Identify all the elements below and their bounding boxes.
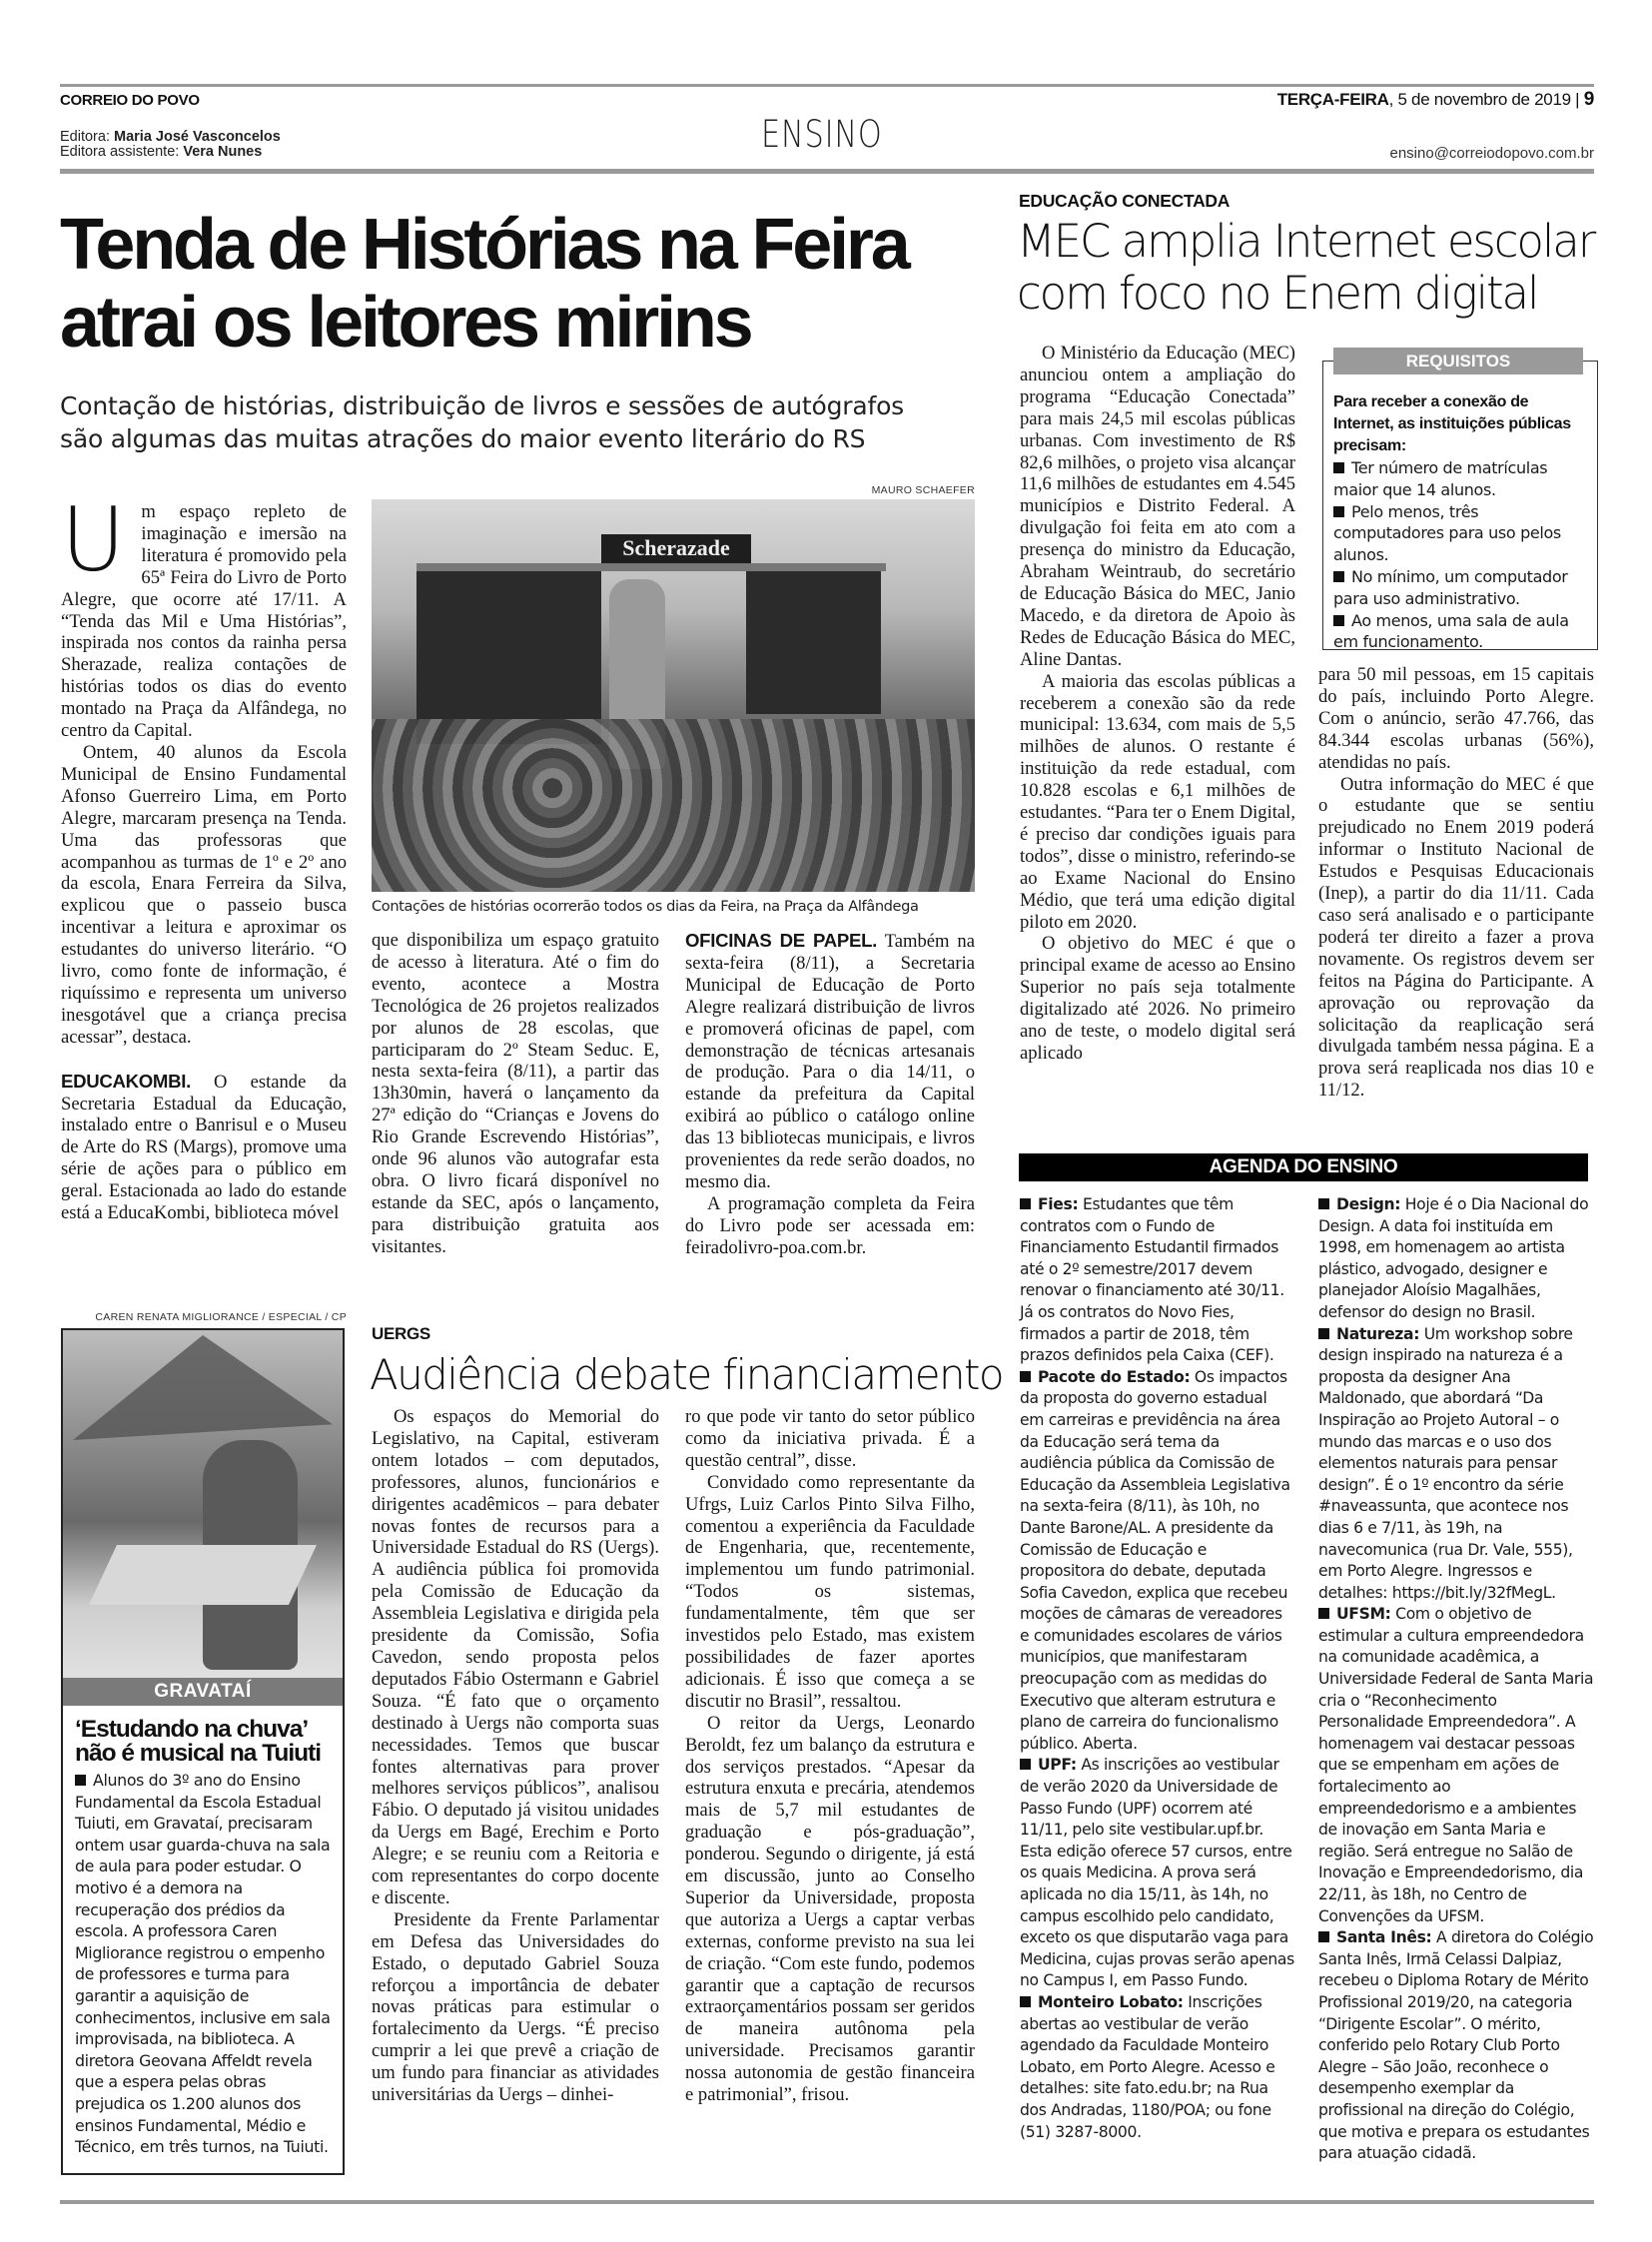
main-photo-credit: MAURO SCHAEFER: [871, 484, 975, 496]
bullet-icon: [1318, 1608, 1329, 1619]
uergs-paragraph-2: Presidente da Frente Parlamentar em Defesa das Universidades do Estado, o deputado Gabriel Souza reforçou a importância de debater novas práticas para estimular o fortalecimento da Uergs. “É preciso cumprir a lei que prevê a criação de um fundo para financiar as atividades universitárias da Uergs – dinhei-: [372, 1908, 659, 2106]
mec-headline-line2: com foco no Enem digital: [1017, 267, 1538, 320]
agenda-item: [1020, 1992, 1295, 2143]
uergs-continuation: ro que pode vir tanto do setor público como da iniciativa privada. É a questão central”, disse.: [685, 1406, 975, 1471]
agenda-item: [1318, 1927, 1594, 2165]
photo-backdrop-right: [746, 569, 881, 714]
oficinas-paragraph: [685, 930, 975, 1193]
editor-line: [60, 130, 281, 145]
gravatai-photo: [63, 1330, 343, 1678]
mec-paragraph-2: A maioria das escolas públicas a receberem a conexão são da rede municipal: 13.634, com mais de 5,5 milhões de alunos. O restante é instituição da rede estadual, com 10.828 escolas e 6,1 milhões de estudantes. “Para ter o Enem Digital, é preciso dar condições iguais para todos”, disse o ministro, referindo-se ao Exame Nacional do Ensino Médio, que terá uma edição digital piloto em 2020.: [1020, 670, 1295, 933]
requisitos-intro: Para receber a conexão de Internet, as instituições públicas precisam:: [1333, 393, 1571, 454]
mec-column-1: [1020, 343, 1295, 1065]
gravatai-text: Alunos do 3º ano do Ensino Fundamental da Escola Estadual Tuiuti, em Gravataí, precisaram ontem usar guarda-chuva na sala de aula para poder estudar. O motivo é a demora na recuperação dos prédios da escola. A professora Caren Migliorance registrou o empenho de professores e turma para garantir a aquisição de conhecimentos, inclusive em sala improvisada, na biblioteca. A diretora Geovana Affeldt revela que a espera pelas obras prejudica os 1.200 alunos dos ensinos Fundamental, Médio e Técnico, em três turnos, na Tuiuti.: [75, 1771, 331, 2157]
agenda-item-lead: Design:: [1336, 1195, 1401, 1213]
requisitos-item: Ter número de matrículas maior que 14 alunos.: [1333, 458, 1548, 499]
requisitos-item: Ao menos, uma sala de aula em funcionamento.: [1333, 610, 1569, 652]
educakombi-lead: EDUCAKOMBI.: [61, 1070, 191, 1092]
editor-name: Maria José Vasconcelos: [114, 129, 281, 145]
bullet-icon: [1020, 1759, 1031, 1770]
agenda-item: [1020, 1194, 1295, 1367]
uergs-kicker: UERGS: [372, 1324, 430, 1343]
main-story-column-1: [61, 488, 347, 1224]
bullet-icon: [75, 1775, 86, 1786]
requisitos-item: No mínimo, um computador para uso administrativo.: [1333, 566, 1568, 608]
bullet-icon: [1020, 1996, 1031, 2007]
photo-banner-text: Scherazade: [622, 535, 730, 560]
bullet-icon: [1020, 1198, 1031, 1209]
main-subtitle: [60, 389, 904, 455]
oficinas-text: Também na sexta-feira (8/11), a Secretaria Municipal de Educação de Porto Alegre realizará distribuição de livros e promoverá oficinas de papel, com demonstração de técnicas artesanais de produção. Para o dia 14/11, o estande da prefeitura da Capital exibirá ao público o catálogo online das 13 bibliotecas municipais, e livros provenientes da rede serão doados, no mesmo dia.: [685, 931, 975, 1192]
photo-audience: [372, 719, 975, 892]
mec-headline: [1017, 216, 1594, 320]
weekday: TERÇA-FEIRA: [1276, 90, 1389, 109]
mec-headline-line1: MEC amplia Internet escolar: [1017, 215, 1595, 268]
agenda-column-2: [1318, 1194, 1594, 2165]
agenda-column-1: [1020, 1194, 1295, 2143]
agenda-item-lead: Fies:: [1038, 1195, 1079, 1213]
mec-paragraph-1: O Ministério da Educação (MEC) anunciou ontem a ampliação do programa “Educação Conectada” para mais 24,5 mil escolas públicas urbanas. Com investimento de R$ 82,6 milhões, o projeto visa alcançar 11,6 milhões de estudantes em 4.545 municípios e Distrito Federal. A divulgação foi feita em ato com a presença do ministro da Educação, Abraham Weintraub, do secretário de Educação Básica do MEC, Janio Macedo, e da diretora de Apoio às Redes de Educação Básica do MEC, Aline Dantas.: [1020, 343, 1295, 670]
agenda-item-lead: Pacote do Estado:: [1038, 1367, 1191, 1386]
agenda-item-lead: Santa Inês:: [1336, 1928, 1432, 1947]
mec-paragraph-3: O objetivo do MEC é que o principal exame de acesso ao Ensino Superior no país seja totalmente digitalizado até 2026. No primeiro ano de teste, o modelo digital será aplicado: [1020, 933, 1295, 1064]
agenda-item-lead: Natureza:: [1336, 1324, 1420, 1343]
requisitos-item: Pelo menos, três computadores para uso pelos alunos.: [1333, 501, 1561, 565]
date-line: [1277, 89, 1594, 111]
page-number: 9: [1583, 89, 1594, 110]
agenda-item: [1318, 1324, 1594, 1605]
bullet-icon: [1333, 462, 1344, 473]
masthead-bottom-rule: [60, 169, 1594, 174]
main-story-column-3: [685, 930, 975, 1259]
agenda-item-text: As inscrições ao vestibular de verão 2020 da Universidade de Passo Fundo (UPF) ocorrem até 11/11, pelo site vestibular.upf.br. Esta edição oferece 57 cursos, entre os quais Medicina. A prova será aplicada no dia 15/11, às 14h, no campus escolhido pelo candidato, exceto os que disputarão vaga para Medicina, cujas provas serão apenas no Campus I, em Passo Fundo.: [1020, 1756, 1294, 1990]
bottom-rule: [60, 2200, 1594, 2204]
agenda-item-text: Com o objetivo de estimular a cultura empreendedora na comunidade acadêmica, a Universidade Federal de Santa Maria cria o “Reconhecimento Personalidade Empreendedora”. A homenagem vai destacar pessoas que se empenham em ações de fortalecimento ao empreendedorismo e a ambientes de inovação em Santa Maria e região. Será entregue no Salão de Inovação e Empreendedorismo, dia 22/11, às 18h, no Centro de Convenções da UFSM.: [1318, 1605, 1594, 1925]
agenda-item-lead: Monteiro Lobato:: [1038, 1992, 1184, 2011]
agenda-item: [1318, 1604, 1594, 1927]
uergs-paragraph-3: Convidado como representante da Ufrgs, Luiz Carlos Pinto Silva Filho, comentou a experiência da Faculdade de Engenharia, que, recentemente, implementou um fundo patrimonial. “Todos os sistemas, fundamentalmente, têm que ser investidos pelo Estado, mas existem possibilidades de fazer aportes adicionais. É isso que começa a se discutir no Brasil”, ressaltou.: [685, 1471, 975, 1712]
gravatai-tag: GRAVATAÍ: [63, 1678, 343, 1706]
bullet-icon: [1318, 1931, 1329, 1942]
agenda-item-text: Inscrições abertas ao vestibular de verão agendado da Faculdade Monteiro Lobato, em Porto Alegre. Acesso e detalhes: site fato.edu.br; na Rua dos Andradas, 1180/POA; ou fone (51) 3287-8000.: [1020, 1992, 1275, 2141]
bullet-icon: [1318, 1198, 1329, 1209]
educakombi-paragraph: [61, 1071, 347, 1224]
requisitos-title: REQUISITOS: [1333, 348, 1583, 374]
agenda-title-bar: AGENDA DO ENSINO: [1019, 1153, 1588, 1181]
gravatai-headline: [75, 1718, 337, 1766]
agenda-item: [1318, 1194, 1594, 1324]
photo-desk: [89, 1545, 317, 1605]
main-story-paragraph-1: Um espaço repleto de imaginação e imersão na literatura é promovido pela 65ª Feira do Livro de Porto Alegre, que ocorre até 17/11. A “Tenda das Mil e Uma Histórias”, inspirada nos contos da rainha persa Sherazade, realiza contações de histórias todos os dias do evento montado na Praça da Alfândega, no centro da Capital.: [61, 488, 347, 742]
top-rule: [60, 84, 1594, 87]
gravatai-photo-credit: CAREN RENATA MIGLIORANCE / ESPECIAL / CP: [95, 1311, 347, 1323]
educakombi-continued: que disponibiliza um espaço gratuito de acesso à literatura. Até o fim do evento, acontece a Mostra Tecnológica de 26 projetos realizados por alunos de 28 escolas, que participaram do 2º Steam Seduc. E, nesta sexta-feira (8/11), a partir das 13h30min, haverá o lançamento da 27ª edição do “Crianças e Jovens do Rio Grande Escrevendo Histórias”, onde 96 alunos vão autografar esta obra. O livro ficará disponível no estande da SEC, após o lançamento, para distribuição gratuita aos visitantes.: [372, 930, 659, 1257]
bullet-icon: [1333, 571, 1344, 582]
mec-continuation: para 50 mil pessoas, em 15 capitais do país, incluindo Porto Alegre. Com o anúncio, serão 47.766, das 84.344 escolas urbanas (56%), atendidas no país.: [1318, 664, 1594, 773]
agenda-item-text: Hoje é o Dia Nacional do Design. A data foi instituída em 1998, em homenagem ao artista plástico, advogado, designer e planejador Aloísio Magalhães, defensor do design no Brasil.: [1318, 1195, 1589, 1321]
requisitos-list: [1333, 457, 1591, 653]
agenda-item-text: Os impactos da proposta do governo estadual em carreiras e previdência na área da Educação será tema da audiência pública da Comissão de Educação da Assembleia Legislativa na sexta-feira (8/11), às 10h, no Dante Barone/AL. A presidente da Comissão de Educação e propositora do debate, deputada Sofia Cavedon, explica que recebeu moções de câmaras de vereadores e comunidades escolares de vários municípios, que manifestaram preocupação com as medidas do Executivo que alteram estrutura e plano de carreira do funcionalismo público. Aberta.: [1020, 1367, 1290, 1753]
main-subtitle-line1: Contação de histórias, distribuição de livros e sessões de autógrafos: [60, 391, 904, 420]
educakombi-text: O estande da Secretaria Estadual da Educação, instalado entre o Banrisul e o Museu de Arte do RS (Margs), promove uma série de ações para o público em geral. Estacionada ao lado do estande está a EducaKombi, biblioteca móvel: [61, 1071, 347, 1224]
gravatai-headline-line1: ‘Estudando na chuva’: [75, 1716, 309, 1743]
drop-cap: U: [61, 488, 126, 591]
closing-paragraph: A programação completa da Feira do Livro pode ser acessada em: feiradolivro-poa.com.br.: [685, 1192, 975, 1258]
assistant-line: [60, 145, 262, 160]
main-story-column-2: [372, 930, 659, 1258]
uergs-column-2: [685, 1406, 975, 2106]
main-photo: [372, 499, 975, 892]
agenda-item: [1020, 1367, 1295, 1756]
main-photo-caption: Contações de histórias ocorrerão todos os dias da Feira, na Praça da Alfândega: [372, 898, 919, 915]
uergs-paragraph-1: Os espaços do Memorial do Legislativo, na Capital, estiveram ontem lotados – com deputados, professores, alunos, funcionários e dirigentes acadêmicos – para debater novas fontes de recursos para a Universidade Estadual do RS (Uergs). A audiência pública foi promovida pela Comissão de Educação da Assembleia Legislativa e dirigida pela presidente da Comissão, Sofia Cavedon, sendo proposta pelos deputados Fábio Ostermann e Gabriel Souza. “É fato que o orçamento destinado à Uergs não comporta suas necessidades. Temos que buscar fontes alternativas para prover melhores serviços públicos”, analisou Fábio. O deputado já visitou unidades da Uergs em Bagé, Erechim e Porto Alegre; e se reuniu com a Reitoria e com representantes do corpo docente e discente.: [372, 1406, 659, 1908]
main-story-paragraph-2: Ontem, 40 alunos da Escola Municipal de Ensino Fundamental Afonso Guerreiro Lima, em Porto Alegre, marcaram presença na Tenda. Uma das professoras que acompanhou as turmas de 1º e 2º ano da escola, Enara Ferreira da Silva, explicou que o passeio busca incentivar a leitura e aproximar os estudantes do universo literário. “O livro, como fonte de informação, é riquíssimo e representa um universo inesgotável que a criança precisa acessar”, destaca.: [61, 741, 347, 1048]
mec-paragraph-4: Outra informação do MEC é que o estudante que se sentiu prejudicado no Enem 2019 poderá informar o Instituto Nacional de Estudos e Pesquisas Educacionais (Inep), a partir do dia 11/11. Cada caso será analisado e o participante poderá ter direito a fazer a prova novamente. Os registros devem ser feitos na Página do Participante. A aprovação ou reprovação da solicitação da reaplicação será divulgada também nessa página. E a prova será reaplicada nos dias 10 e 11/12.: [1318, 773, 1594, 1102]
gravatai-headline-line2: não é musical na Tuiuti: [75, 1740, 322, 1767]
requisitos-box: [1322, 352, 1598, 652]
paper-name: CORREIO DO POVO: [60, 92, 200, 109]
mec-column-2: [1318, 664, 1594, 1102]
main-headline-line1: Tenda de Histórias na Feira: [60, 205, 908, 285]
editor-label: Editora:: [60, 129, 110, 145]
main-subtitle-line2: são algumas das muitas atrações do maior evento literário do RS: [60, 424, 866, 453]
main-headline: [60, 206, 908, 362]
date: , 5 de novembro de 2019 |: [1388, 90, 1584, 109]
uergs-headline: Audiência debate financiamento: [370, 1350, 1004, 1399]
agenda-item-lead: UFSM:: [1336, 1605, 1391, 1624]
section-title: ENSINO: [761, 113, 883, 156]
agenda-item-text: A diretora do Colégio Santa Inês, Irmã Celassi Dalpiaz, recebeu o Diploma Rotary de Mérito Profissional 2019/20, na categoria “Dirigente Escolar”. O mérito, conferido pelo Rotary Club Porto Alegre – São João, reconhece o desempenho exemplar da profissional na direção do Colégio, que motiva e prepara os estudantes para atuação cidadã.: [1318, 1928, 1594, 2163]
bullet-icon: [1333, 506, 1344, 517]
bullet-icon: [1318, 1328, 1329, 1339]
uergs-paragraph-4: O reitor da Uergs, Leonardo Beroldt, fez um balanço da estrutura e dos serviços prestados. “Apesar da estrutura enxuta e precária, atendemos mais de 5,7 mil estudantes de graduação e pós-graduação”, ponderou. Segundo o dirigente, já está em discussão, junto ao Conselho Superior da Universidade, proposta que autoriza a Uergs a captar verbas externas, conforme previsto na sua lei de criação. “Com este fundo, podemos garantir que a captação de recursos extraorçamentários possam ser geridos de maneira autônoma pela universidade. Precisamos garantir nossa autonomia de gestão financeira e patrimonial”, frisou.: [685, 1712, 975, 2106]
agenda-item-text: Um workshop sobre design inspirado na natureza é a proposta da designer Ana Maldonado, que abordará “Da Inspiração ao Projeto Autoral – o mundo das marcas e o uso dos elementos naturais para pensar design”. É o 1º encontro da série #naveassunta, que acontece nos dias 6 e 7/11, às 19h, na navecomunica (rua Dr. Vale, 555), em Porto Alegre. Ingressos e detalhes: https://bit.ly/32fMegL.: [1318, 1324, 1573, 1602]
section-email[interactable]: ensino@correiodopovo.com.br: [1389, 145, 1594, 162]
agenda-item: [1020, 1755, 1295, 1992]
gravatai-box: [61, 1328, 345, 2175]
bullet-icon: [1020, 1371, 1031, 1382]
agenda-item-text: Estudantes que têm contratos com o Fundo de Financiamento Estudantil firmados até o 2º semestre/2017 devem renovar o financiamento até 30/11. Já os contratos do Novo Fies, firmados a partir de 2018, têm prazos definidos pela Caixa (CEF).: [1020, 1195, 1284, 1365]
mec-kicker: EDUCAÇÃO CONECTADA: [1019, 191, 1231, 211]
uergs-column-1: [372, 1406, 659, 2106]
assistant-label: Editora assistente:: [60, 144, 180, 160]
bullet-icon: [1333, 615, 1344, 626]
photo-stripe: [416, 563, 886, 571]
photo-backdrop-left: [416, 569, 601, 744]
oficinas-lead: OFICINAS DE PAPEL.: [685, 930, 878, 951]
assistant-name: Vera Nunes: [183, 144, 263, 160]
main-headline-line2: atrai os leitores mirins: [60, 283, 751, 363]
photo-umbrella: [73, 1335, 333, 1440]
agenda-item-lead: UPF:: [1038, 1756, 1077, 1775]
